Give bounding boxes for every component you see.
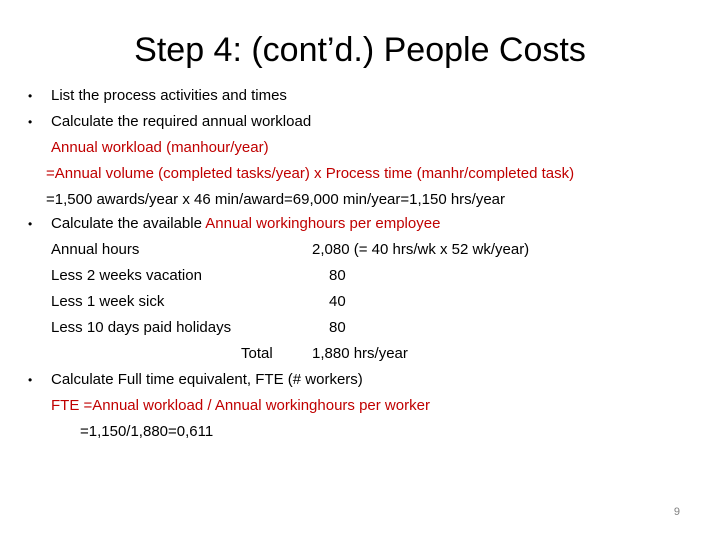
workload-calculation: =1,500 awards/year x 46 min/award=69,000 min/year=1,150 hrs/year (46, 191, 506, 208)
bullet-2: • (28, 115, 33, 129)
bullet-text-process-activities: List the process activities and times (51, 87, 287, 104)
hours-total-label: Total (241, 345, 273, 362)
workload-formula: =Annual volume (completed tasks/year) x Process time (manhr/completed task) (46, 165, 575, 182)
hours-row-value: 2,080 (= 40 hrs/wk x 52 wk/year) (312, 241, 530, 258)
workload-definition: Annual workload (manhour/year) (51, 139, 269, 156)
hours-row-label: Less 1 week sick (51, 293, 165, 310)
hours-row-value: 80 (329, 267, 346, 284)
hours-row-label: Less 10 days paid holidays (51, 319, 232, 336)
slide-title: Step 4: (cont’d.) People Costs (134, 31, 586, 69)
bullet-text-annual-workload: Calculate the required annual workload (51, 113, 312, 130)
available-hours-highlight: Annual workinghours per employee (205, 215, 441, 232)
hours-total-value: 1,880 hrs/year (312, 345, 408, 362)
bullet-text-fte: Calculate Full time equivalent, FTE (# workers) (51, 371, 363, 388)
bullet-3: • (28, 217, 33, 231)
hours-row-label: Less 2 weeks vacation (51, 267, 202, 284)
hours-row-value: 80 (329, 319, 346, 336)
bullet-4: • (28, 373, 33, 387)
bullet-text-available-hours (51, 213, 440, 235)
fte-calculation: =1,150/1,880=0,611 (80, 423, 214, 440)
hours-row-label: Annual hours (51, 241, 140, 258)
bullet-1: • (28, 89, 33, 103)
page-number: 9 (673, 506, 680, 518)
hours-row-value: 40 (329, 293, 346, 310)
available-hours-prefix: Calculate the available (51, 215, 206, 232)
fte-formula: FTE =Annual workload / Annual workinghours per worker (51, 397, 430, 414)
